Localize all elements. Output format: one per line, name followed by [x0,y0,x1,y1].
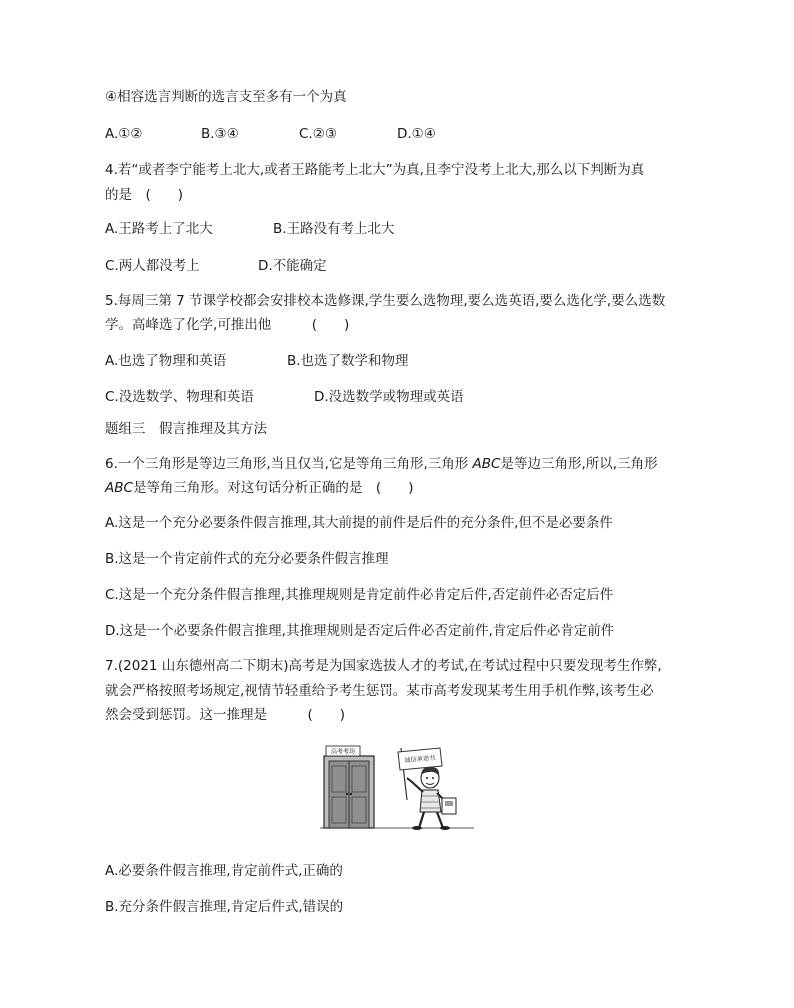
q6-stem-text: 是等边三角形,所以,三角形 [500,456,658,472]
exam-integrity-illustration [318,742,478,836]
q5-stem-line2: 学。高峰选了化学,可推出他 ( ) [105,317,350,333]
q3-option-c: C.②③ [299,126,337,142]
q4-option-d: D.不能确定 [258,258,327,274]
q7-stem-line3: 然会受到惩罚。这一推理是 ( ) [105,707,346,723]
q5-stem-line1: 5.每周三第 7 节课学校都会安排校本选修课,学生要么选物理,要么选英语,要么选化学,要么选数 [105,293,666,309]
q6-stem-text: 6.一个三角形是等边三角形,当且仅当,它是等角三角形,三角形 [105,456,473,472]
q7-stem-line1: 7.(2021 山东德州高二下期末)高考是为国家选拔人才的考试,在考试过程中只要发现考生作弊, [105,658,662,674]
q3-option-a: A.①② [105,126,143,142]
q7-stem-line2: 就会严格按照考场规定,视情节轻重给予考生惩罚。某市高考发现某考生用手机作弊,该考生必 [105,683,654,699]
q6-stem-line2 [105,479,413,497]
q5-option-a: A.也选了物理和英语 [105,353,227,369]
q4-option-c: C.两人都没考上 [105,258,200,274]
q3-item4: ④相容选言判断的选言支至多有一个为真 [105,89,347,105]
room-sign-text: 高考考场 [330,748,356,756]
q6-stem-line1 [105,455,658,473]
q3-option-b: B.③④ [201,126,239,142]
q4-stem-line1: 4.若“或者李宁能考上北大,或者王路能考上北大”为真,且李宁没考上北大,那么以下判断为真 [105,162,645,178]
q4-option-a: A.王路考上了北大 [105,221,213,237]
triangle-abc: ABC [472,456,501,472]
q6-option-d: D.这是一个必要条件假言推理,其推理规则是否定后件必否定前件,肯定后件必肯定前件 [105,623,615,639]
student-arm [407,778,423,792]
q5-option-d: D.没选数学或物理或英语 [314,389,464,405]
q6-option-a: A.这是一个充分必要条件假言推理,其大前提的前件是后件的充分条件,但不是必要条件 [105,515,613,531]
student-leg-left [419,812,424,828]
q4-option-b: B.王路没有考上北大 [273,221,395,237]
triangle-abc: ABC [105,480,133,496]
pledge-banner-text: 诚信承诺书 [404,754,436,765]
q4-stem-line2: 的是 ( ) [105,187,184,203]
group3-heading: 题组三 假言推理及其方法 [105,421,267,437]
q5-option-b: B.也选了数学和物理 [287,353,409,369]
q6-stem-text: 是等角三角形。对这句话分析正确的是 ( ) [132,480,414,496]
q3-option-d: D.①④ [397,126,436,142]
q6-option-c: C.这是一个充分条件假言推理,其推理规则是肯定前件必肯定后件,否定前件必否定后件 [105,587,614,603]
q7-option-a: A.必要条件假言推理,肯定前件式,正确的 [105,863,343,879]
q6-option-b: B.这是一个肯定前件式的充分必要条件假言推理 [105,551,389,567]
q5-option-c: C.没选数学、物理和英语 [105,389,254,405]
q7-option-b: B.充分条件假言推理,肯定后件式,错误的 [105,899,344,915]
